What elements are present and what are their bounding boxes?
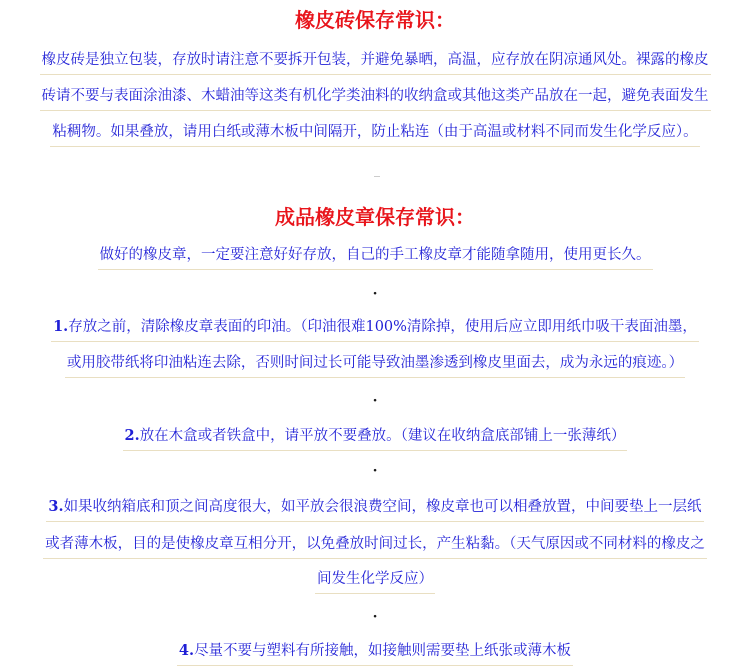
item-3-number: 3. bbox=[48, 498, 64, 515]
separator-dot: · bbox=[372, 393, 378, 409]
item-4-number: 4. bbox=[178, 642, 195, 659]
section1-line-2: 砖请不要与表面涂油漆、木蜡油等这类有机化学类油料的收纳盒或其他这类产品放在一起，避免表面发生 bbox=[0, 85, 750, 111]
item-3-line-1: 3.如果收纳箱底和顶之间高度很大，如平放会很浪费空间，橡皮章也可以相叠放置，中间要垫上一层纸 bbox=[0, 496, 750, 522]
item-2-number: 2. bbox=[124, 427, 140, 444]
item-3-line-2: 或者薄木板，目的是使橡皮章互相分开，以免叠放时间过长，产生粘黏。（天气原因或不同材料的橡皮之 bbox=[0, 533, 750, 559]
item-1-line-1: 1.存放之前，清除橡皮章表面的印油。（印油很难100%清除掉，使用后应立即用纸巾吸干表面油墨， bbox=[0, 316, 750, 342]
section1-line-1: 橡皮砖是独立包装，存放时请注意不要拆开包装，并避免暴晒，高温，应存放在阴凉通风处。裸露的橡皮 bbox=[0, 49, 750, 75]
item-4-line-1: 4.尽量不要与塑料有所接触，如接触则需要垫上纸张或薄木板 bbox=[0, 640, 750, 666]
item-3-line-3: 间发生化学反应） bbox=[0, 568, 750, 594]
section1-line-3: 粘稠物。如果叠放，请用白纸或薄木板中间隔开，防止粘连（由于高温或材料不同而发生化学反应）。 bbox=[0, 121, 750, 147]
section2-title: 成品橡皮章保存常识： bbox=[275, 205, 475, 229]
separator-dot: · bbox=[372, 609, 378, 625]
section2-intro: 做好的橡皮章，一定要注意好好存放，自己的手工橡皮章才能随拿随用，使用更长久。 bbox=[0, 244, 750, 270]
section1-title: 橡皮砖保存常识： bbox=[295, 8, 455, 32]
item-1-number: 1. bbox=[53, 318, 69, 335]
separator-dot: · bbox=[372, 286, 378, 302]
section-divider bbox=[374, 176, 380, 177]
separator-dot: · bbox=[372, 463, 378, 479]
item-2-line-1: 2.放在木盒或者铁盒中，请平放不要叠放。（建议在收纳盒底部铺上一张薄纸） bbox=[0, 425, 750, 451]
item-1-line-2: 或用胶带纸将印油粘连去除，否则时间过长可能导致油墨渗透到橡皮里面去，成为永远的痕迹。） bbox=[0, 352, 750, 378]
